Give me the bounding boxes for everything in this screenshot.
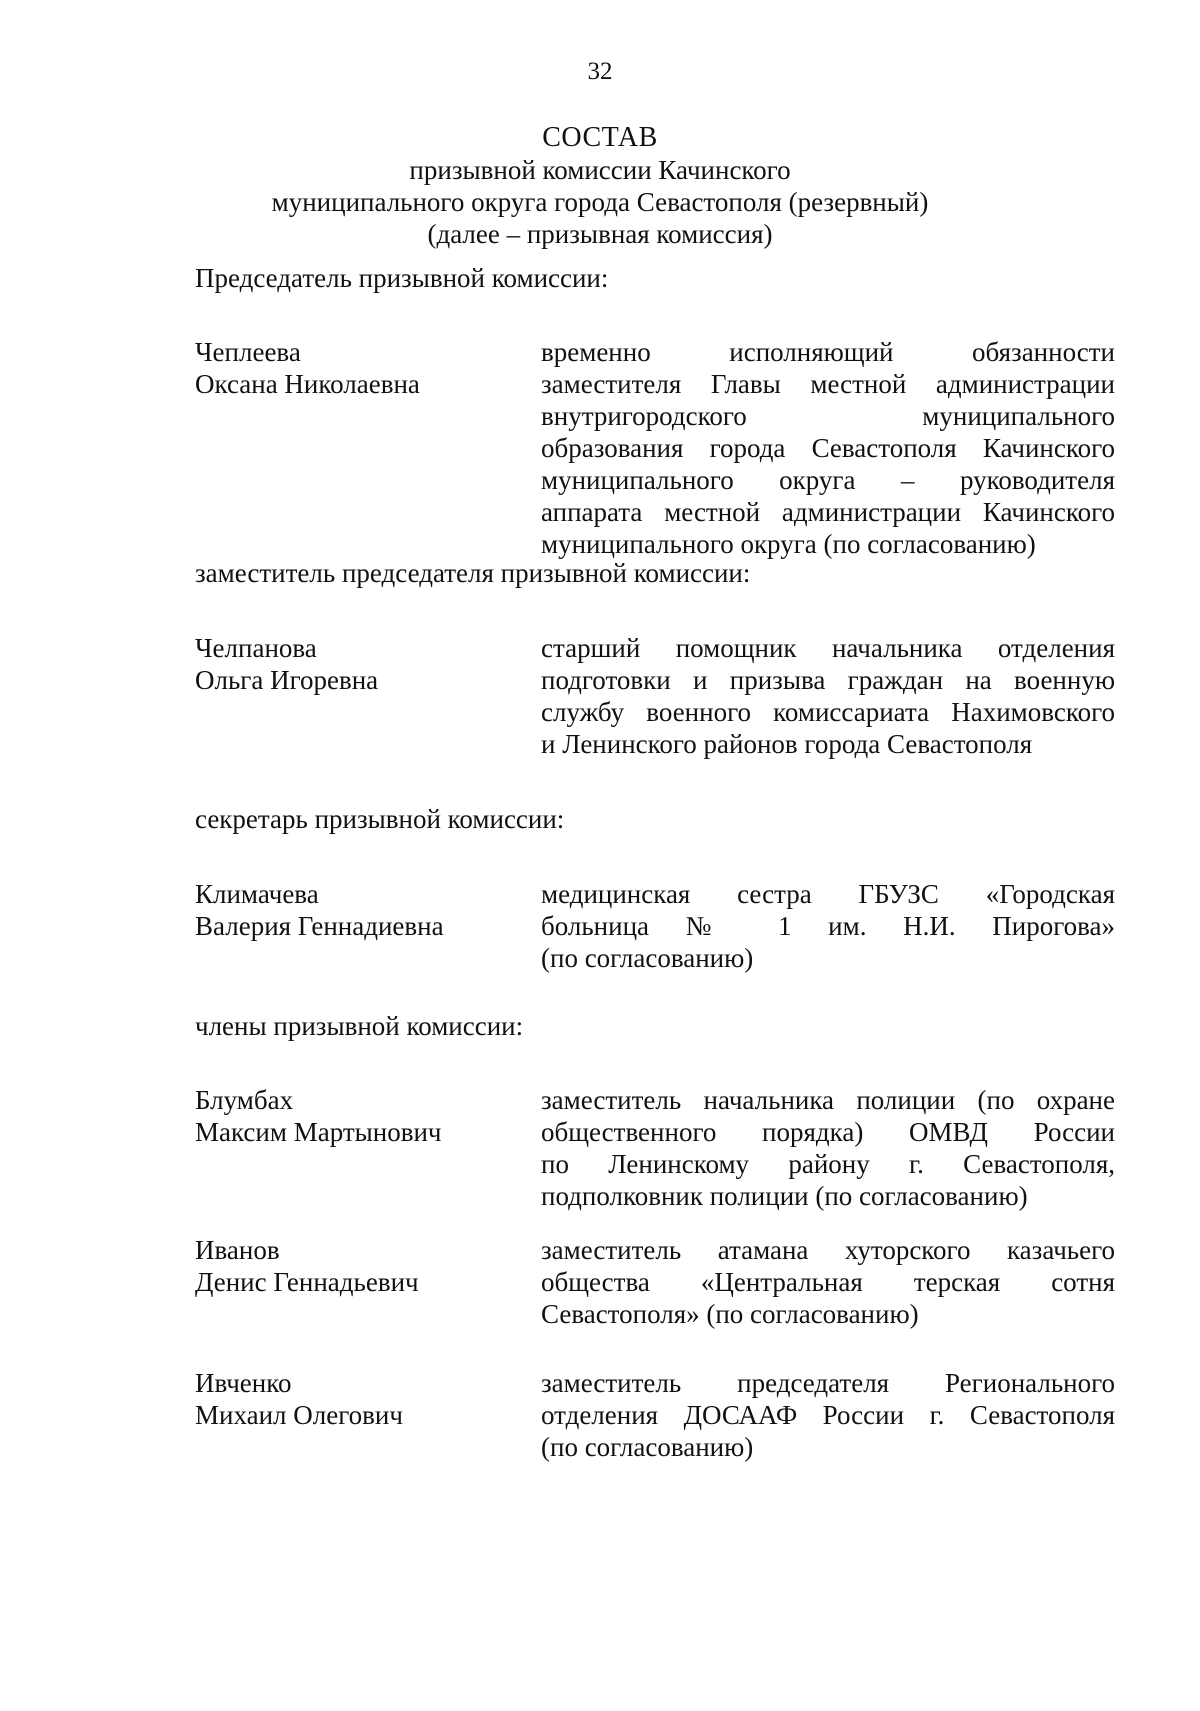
member-given-name: Оксана Николаевна [195,369,420,399]
member-name [195,878,525,942]
position-line: образования города Севастополя Качинского [541,433,1115,463]
title-line-3: (далее – призывная комиссия) [427,219,773,249]
member-surname: Климачева [195,879,319,909]
position-line: заместитель атамана хуторского казачьего [541,1235,1115,1265]
title-line-2: муниципального округа города Севастополя (резервный) [271,187,929,217]
member-name [195,1084,525,1148]
position-line: заместитель начальника полиции (по охране [541,1085,1115,1115]
position-line: подполковник полиции (по согласованию) [541,1181,1028,1211]
position-line: подготовки и призыва граждан на военную [541,665,1115,695]
position-line: заместителя Главы местной администрации [541,369,1115,399]
member-given-name: Ольга Игоревна [195,665,379,695]
position-line: старший помощник начальника отделения [541,633,1115,663]
page-number: 32 [587,58,613,85]
member-given-name: Максим Мартынович [195,1117,442,1147]
member-position [541,632,1115,760]
member-surname: Иванов [195,1235,280,1265]
member-surname: Чеплеева [195,337,301,367]
section-heading-deputy: заместитель председателя призывной комиссии: [195,558,751,588]
position-line: общества «Центральная терская сотня [541,1267,1115,1297]
member-given-name: Валерия Геннадиевна [195,911,444,941]
member-surname: Челпанова [195,633,317,663]
position-line: внутригородского муниципального [541,401,1115,431]
member-surname: Блумбах [195,1085,294,1115]
member-given-name: Михаил Олегович [195,1400,403,1430]
position-line: аппарата местной администрации Качинского [541,497,1115,527]
member-given-name: Денис Геннадьевич [195,1267,419,1297]
position-line: службу военного комиссариата Нахимовского [541,697,1115,727]
position-line: больница № 1 им. Н.И. Пирогова» [541,911,1115,941]
member-position [541,1084,1115,1212]
position-line: муниципального округа – руководителя [541,465,1115,495]
position-line: общественного порядка) ОМВД России [541,1117,1115,1147]
member-name [195,632,525,696]
position-line: заместитель председателя Регионального [541,1368,1115,1398]
position-line: (по согласованию) [541,1432,754,1462]
position-line: медицинская сестра ГБУЗС «Городская [541,879,1115,909]
position-line: отделения ДОСААФ России г. Севастополя [541,1400,1115,1430]
position-line: и Ленинского районов города Севастополя [541,729,1033,759]
title-line-1: призывной комиссии Качинского [409,155,791,185]
member-surname: Ивченко [195,1368,292,1398]
member-position [541,1367,1115,1463]
section-heading-chairman: Председатель призывной комиссии: [195,263,609,293]
member-position [541,878,1115,974]
member-name [195,336,525,400]
member-name [195,1234,525,1298]
position-line: (по согласованию) [541,943,754,973]
section-heading-members: члены призывной комиссии: [195,1011,524,1041]
title-main: СОСТАВ [542,122,658,153]
position-line: муниципального округа (по согласованию) [541,529,1036,559]
position-line: Севастополя» (по согласованию) [541,1299,919,1329]
member-position [541,1234,1115,1330]
document-title [0,122,1200,250]
section-heading-secretary: секретарь призывной комиссии: [195,804,565,834]
member-name [195,1367,525,1431]
position-line: временно исполняющий обязанности [541,337,1115,367]
member-position [541,336,1115,560]
position-line: по Ленинскому району г. Севастополя, [541,1149,1115,1179]
